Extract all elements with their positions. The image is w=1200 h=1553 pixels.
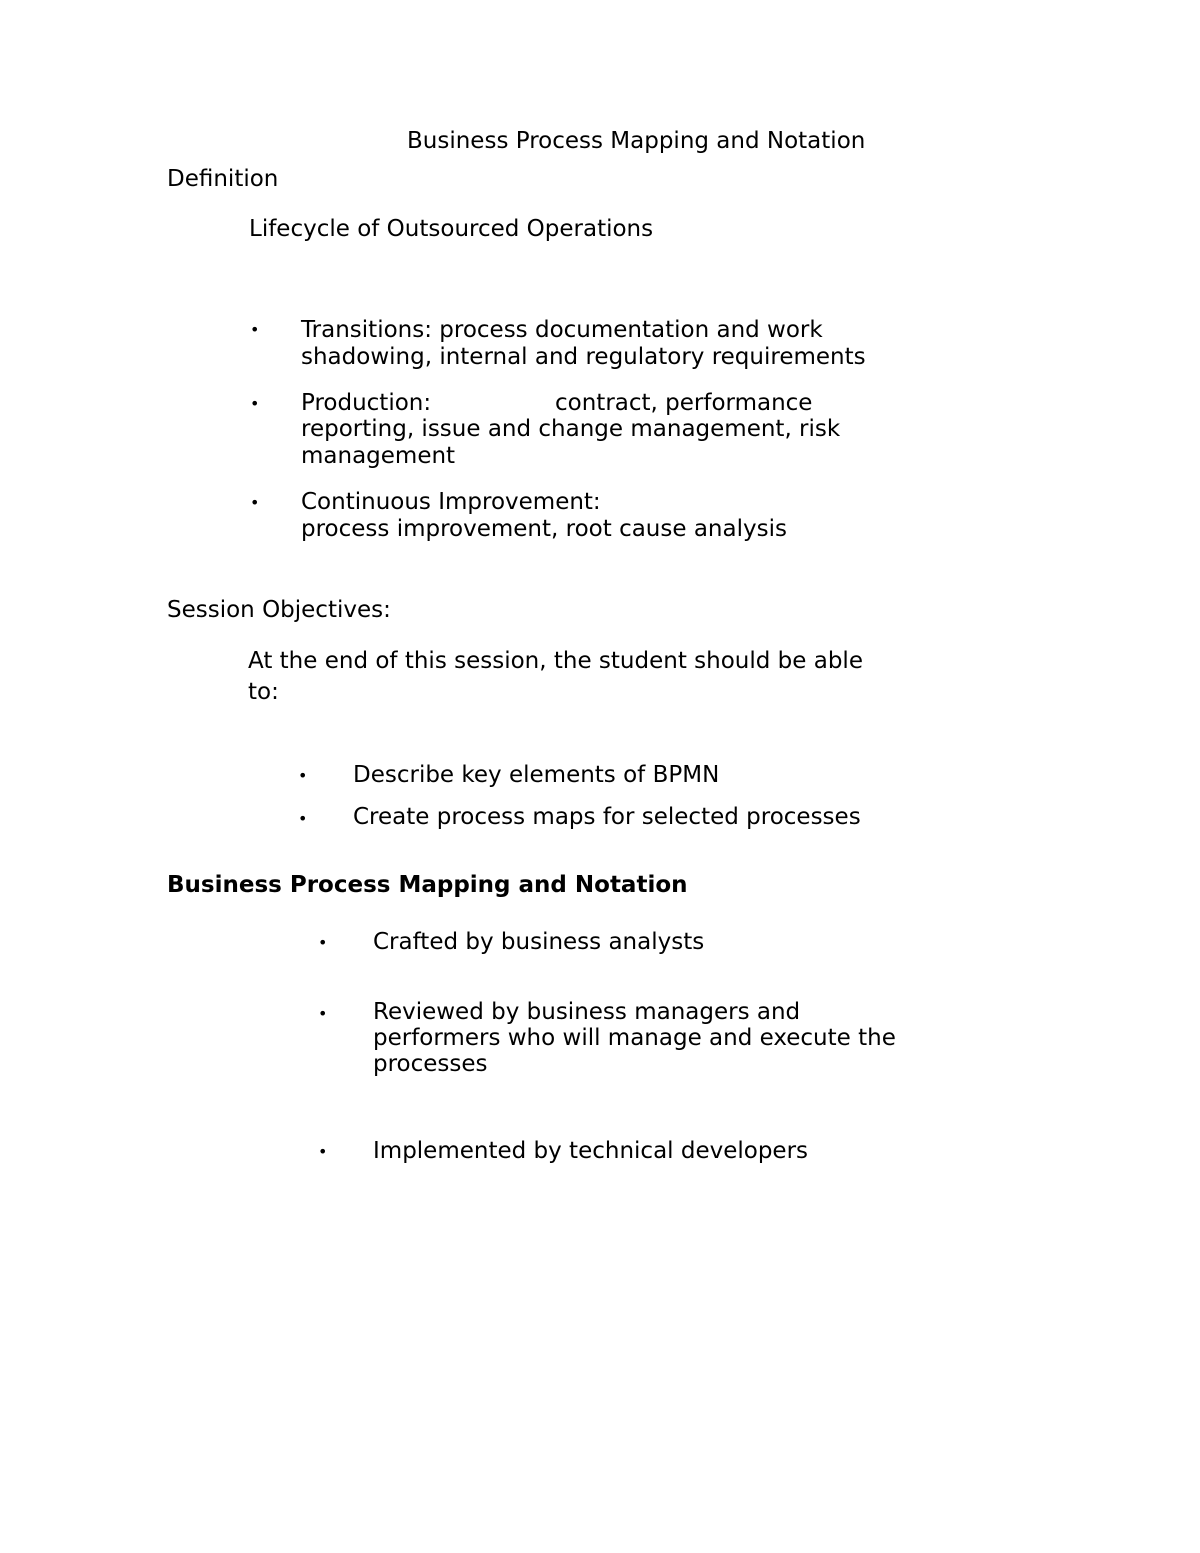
bullet-glyph: • [318,1142,328,1161]
objectives-heading: Session Objectives: [167,597,391,623]
objectives-intro-line-1: At the end of this session, the student should be able [248,648,863,674]
bullet-glyph: • [318,933,328,952]
objectives-intro-line-2: to: [248,679,279,705]
bpmn-item-implemented: Implemented by technical developers [373,1138,809,1164]
bullet-glyph: • [250,394,260,413]
transitions-line-2: shadowing, internal and regulatory requirements [301,344,866,370]
improvement-line-2: process improvement, root cause analysis [301,516,787,542]
bullet-glyph: • [318,1004,328,1023]
bullet-glyph: • [250,493,260,512]
objective-item: Describe key elements of BPMN [353,762,720,788]
bullet-glyph: • [250,320,260,339]
transitions-line-1: Transitions: process documentation and work [301,317,823,343]
bpmn-heading: Business Process Mapping and Notation [167,872,688,898]
bpmn-item-crafted: Crafted by business analysts [373,929,705,955]
definition-heading: Definition [167,166,279,192]
improvement-line-1: Continuous Improvement: [301,489,601,515]
bpmn-item-reviewed-line-1: Reviewed by business managers and [373,999,801,1025]
production-line-2: reporting, issue and change management, risk [301,416,841,442]
production-line-3: management [301,443,456,469]
objective-item: Create process maps for selected processes [353,804,861,830]
bullet-glyph: • [298,809,308,828]
page-title: Business Process Mapping and Notation [407,128,866,154]
production-line-1: contract, performance [555,390,813,416]
bpmn-item-reviewed-line-3: processes [373,1051,488,1077]
production-label: Production: [301,390,432,416]
bullet-glyph: • [298,766,308,785]
lifecycle-subheading: Lifecycle of Outsourced Operations [249,216,654,242]
bpmn-item-reviewed-line-2: performers who will manage and execute the [373,1025,896,1051]
